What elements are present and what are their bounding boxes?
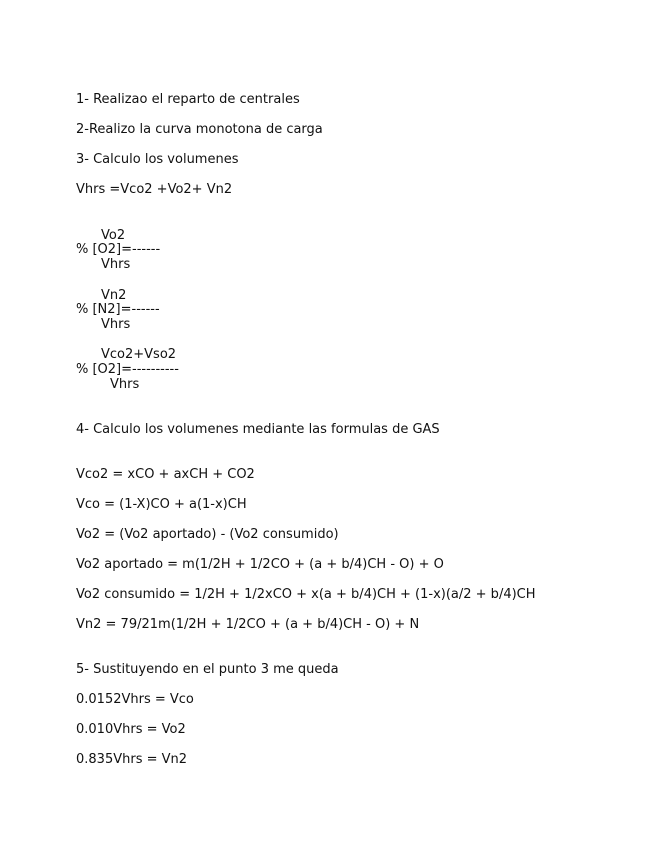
fraction-1-denominator: Vhrs bbox=[101, 257, 131, 272]
fraction-1-label: % [O2]=------ bbox=[76, 242, 161, 257]
volume-sum-equation: Vhrs =Vco2 +Vo2+ Vn2 bbox=[76, 182, 233, 197]
step-4: 4- Calculo los volumenes mediante las formulas de GAS bbox=[76, 422, 440, 437]
formula-vo2-aportado: Vo2 aportado = m(1/2H + 1/2CO + (a + b/4)CH - O) + O bbox=[76, 557, 444, 572]
step-5: 5- Sustituyendo en el punto 3 me queda bbox=[76, 662, 339, 677]
fraction-3-numerator: Vco2+Vso2 bbox=[101, 347, 177, 362]
step-1: 1- Realizao el reparto de centrales bbox=[76, 92, 300, 107]
formula-vo2: Vo2 = (Vo2 aportado) - (Vo2 consumido) bbox=[76, 527, 339, 542]
formula-vo2-consumido: Vo2 consumido = 1/2H + 1/2xCO + x(a + b/4)CH + (1-x)(a/2 + b/4)CH bbox=[76, 587, 536, 602]
formula-vn2: Vn2 = 79/21m(1/2H + 1/2CO + (a + b/4)CH - O) + N bbox=[76, 617, 420, 632]
result-vn2: 0.835Vhrs = Vn2 bbox=[76, 752, 188, 767]
fraction-2-numerator: Vn2 bbox=[101, 288, 127, 303]
step-3: 3- Calculo los volumenes bbox=[76, 152, 239, 167]
fraction-2-label: % [N2]=------ bbox=[76, 302, 160, 317]
result-vco: 0.0152Vhrs = Vco bbox=[76, 692, 194, 707]
formula-vco: Vco = (1-X)CO + a(1-x)CH bbox=[76, 497, 247, 512]
fraction-2-denominator: Vhrs bbox=[101, 317, 131, 332]
formula-vco2: Vco2 = xCO + axCH + CO2 bbox=[76, 467, 255, 482]
fraction-3-denominator: Vhrs bbox=[110, 377, 140, 392]
step-2: 2-Realizo la curva monotona de carga bbox=[76, 122, 323, 137]
fraction-3-label: % [O2]=---------- bbox=[76, 362, 179, 377]
result-vo2: 0.010Vhrs = Vo2 bbox=[76, 722, 186, 737]
fraction-1-numerator: Vo2 bbox=[101, 228, 126, 243]
